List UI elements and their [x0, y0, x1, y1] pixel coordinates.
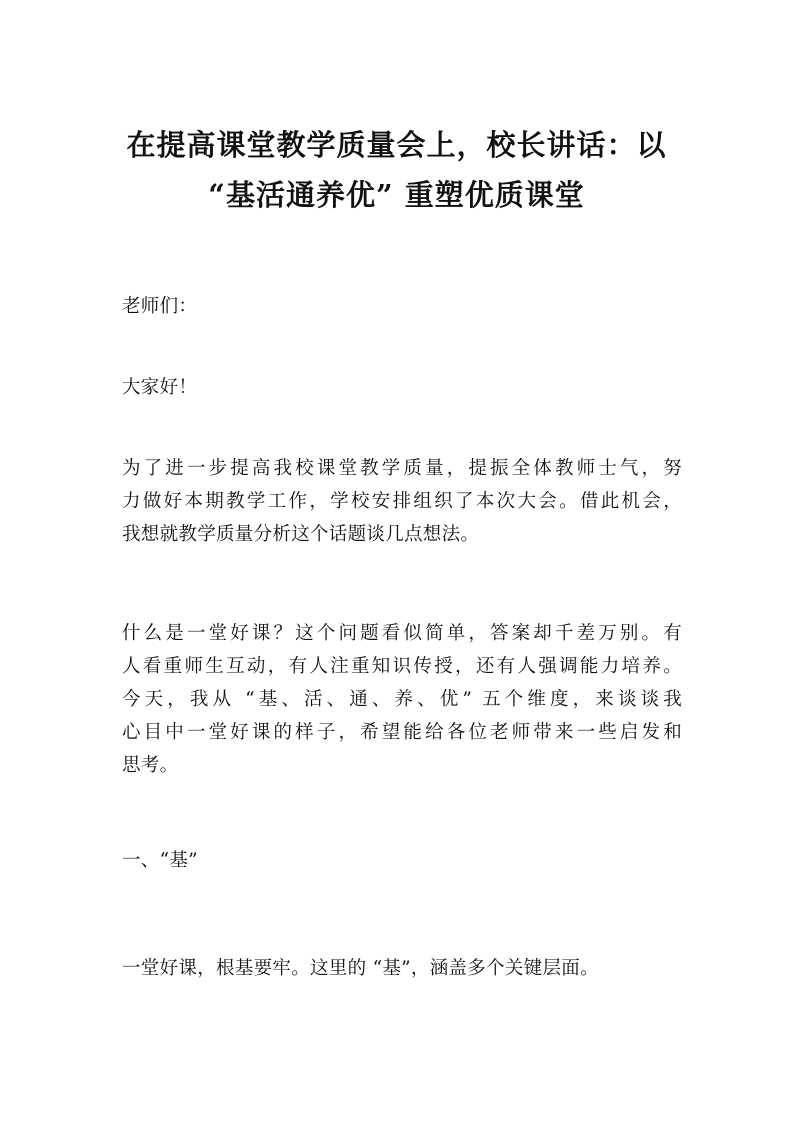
paragraph-1-line: 力做好本期教学工作，学校安排组织了本次大会。借此机会， [122, 491, 682, 512]
paragraph-1 [122, 452, 682, 551]
document-title-line-2: “基活通养优” 重塑优质课堂 [208, 178, 585, 212]
paragraph-2-line: 心目中一堂好课的样子，希望能给各位老师带来一些启发和 [122, 722, 682, 743]
greeting: 大家好！ [122, 377, 198, 398]
paragraph-2 [122, 617, 682, 782]
section-1-heading: 一、“基” [122, 850, 198, 871]
paragraph-2-line: 思考。 [122, 755, 179, 776]
section-1-intro: 一堂好课，根基要牢。这里的 “基”，涵盖多个关键层面。 [122, 958, 599, 979]
paragraph-2-line: 今天，我从 “基、活、通、养、优” 五个维度，来谈谈我 [122, 689, 682, 710]
document-title-line-1: 在提高课堂教学质量会上，校长讲话：以 [126, 128, 667, 162]
paragraph-1-line: 为了进一步提高我校课堂教学质量，提振全体教师士气，努 [122, 458, 682, 479]
paragraph-2-line: 什么是一堂好课？这个问题看似简单，答案却千差万别。有 [122, 623, 682, 644]
paragraph-1-line: 我想就教学质量分析这个话题谈几点想法。 [122, 524, 480, 545]
paragraph-2-line: 人看重师生互动，有人注重知识传授，还有人强调能力培养。 [122, 656, 682, 677]
salutation: 老师们： [122, 296, 198, 317]
